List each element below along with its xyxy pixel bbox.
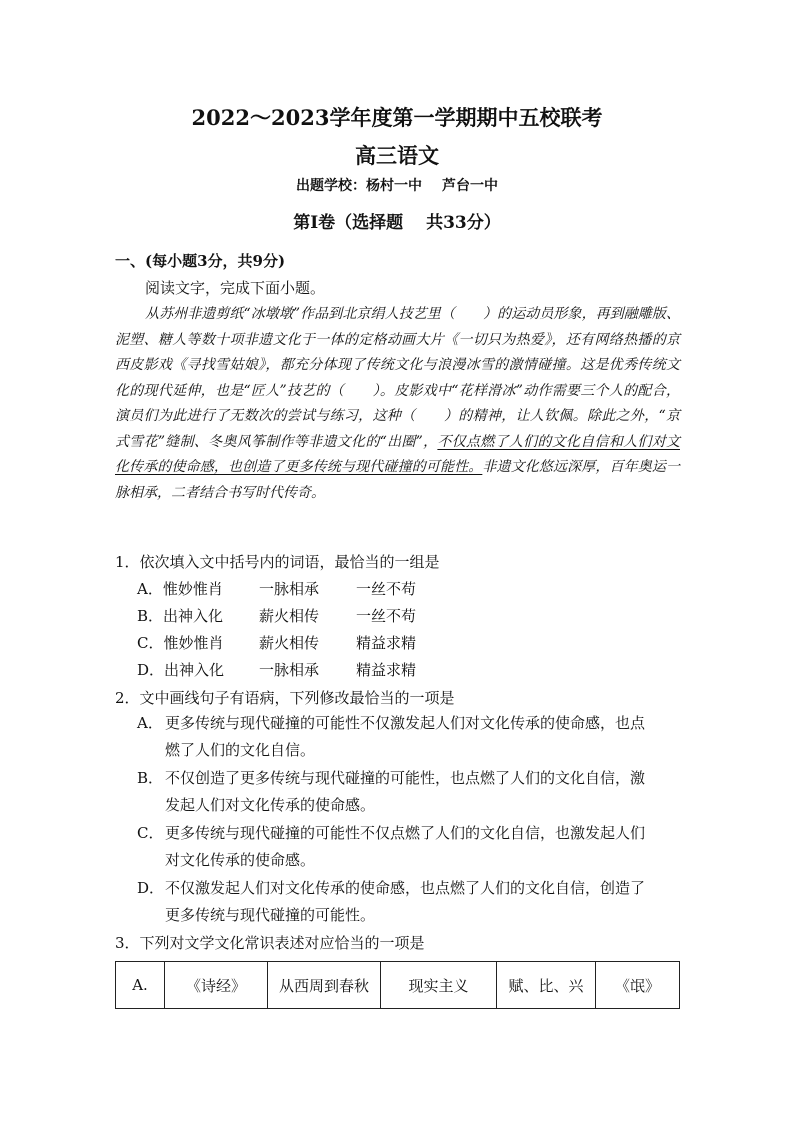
- q1-option-b: B．出神入化 薪火相传 一丝不苟: [137, 607, 417, 625]
- part-heading: 一、(每小题3分，共9分): [115, 252, 286, 270]
- table-row: [116, 962, 680, 1009]
- table-cell: 赋、比、兴: [497, 962, 596, 1009]
- school-first: 出题学校：杨村一中: [296, 178, 422, 194]
- q1-option-a: A．惟妙惟肖 一脉相承 一丝不苟: [137, 580, 417, 598]
- instruction: 阅读文字，完成下面小题。: [145, 279, 326, 297]
- school-second: 芦台一中: [442, 178, 498, 194]
- q2-option-c: C． 更多传统与现代碰撞的可能性不仅点燃了人们的文化自信，也激发起人们 对文化传承的使命感。: [137, 824, 646, 869]
- table-cell: 《氓》: [596, 962, 680, 1009]
- table-cell: 《诗经》: [165, 962, 268, 1009]
- subject-title: 高三语文: [355, 143, 439, 168]
- underlined-sentence: 不仅点燃了人们的文化自信和人们对文化传承的使命感，也创造了更多传统与现代碰撞的可能性。: [115, 433, 680, 475]
- q1-option-d: D．出神入化 一脉相承 精益求精: [137, 661, 417, 679]
- table-cell: 从西周到春秋: [268, 962, 381, 1009]
- table-cell: A.: [116, 962, 165, 1009]
- question-1-stem: 1．依次填入文中括号内的词语，最恰当的一组是: [115, 553, 440, 571]
- passage-text: 从苏州非遗剪纸“冰墩墩”作品到北京绢人技艺里（ ）的运动员形象，再到融雕版、泥塑、糖人等数十项非遗文化于一体的定格动画大片《一切只为热爱》，还有网络热播的京西皮影戏《寻找雪姑娘》，都充分体现了传统文化与浪漫冰雪的激情碰撞。这是优秀传统文化的现代延伸，也是“匠人”技艺的（ ）。皮影戏中“花样滑冰”动作需要三个人的配合，演员们为此进行了无数次的尝试与练习，这种（ ）的精神，让人钦佩。除此之外，“京式雪花”缝制、冬奥风筝制作等非遗文化的“出圈”，: [115, 306, 680, 450]
- reading-passage: [115, 302, 680, 506]
- q2-option-b: B． 不仅创造了更多传统与现代碰撞的可能性，也点燃了人们的文化自信，激 发起人们对文化传承的使命感。: [137, 769, 646, 814]
- literature-table: [115, 961, 680, 1009]
- passage-text-end: 非遗文化悠远深厚，百年奥运一脉相承，二者结合书写时代传奇。: [115, 459, 681, 501]
- section-title: 第Ⅰ卷（选择题 共33分）: [293, 213, 501, 233]
- q2-option-a: A． 更多传统与现代碰撞的可能性不仅激发起人们对文化传承的使命感，也点 燃了人们的文化自信。: [137, 714, 646, 759]
- question-3-stem: 3．下列对文学文化常识表述对应恰当的一项是: [115, 934, 425, 952]
- schools-line: [0, 175, 794, 195]
- table-cell: 现实主义: [381, 962, 497, 1009]
- question-2-stem: 2．文中画线句子有语病，下列修改最恰当的一项是: [115, 689, 455, 707]
- q1-option-c: C．惟妙惟肖 薪火相传 精益求精: [137, 634, 417, 652]
- q2-option-d: D．不仅激发起人们对文化传承的使命感，也点燃了人们的文化自信，创造了 更多传统与现代碰撞的可能性。: [137, 879, 646, 924]
- exam-title: 2022～2023学年度第一学期期中五校联考: [191, 105, 603, 130]
